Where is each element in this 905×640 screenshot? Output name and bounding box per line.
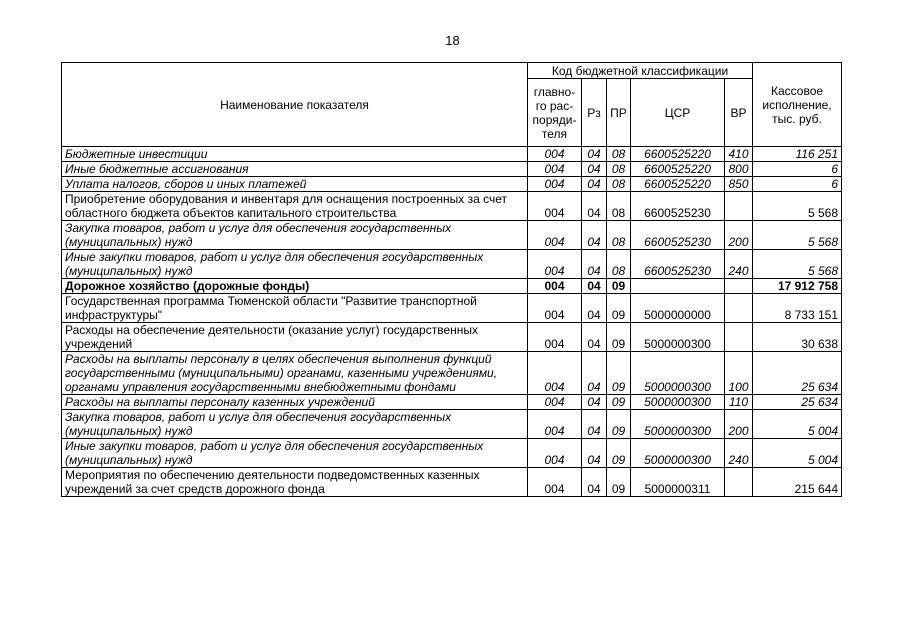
cell-rz: 04 [582,279,607,294]
cell-glav: 004 [528,177,582,192]
table-header [62,63,842,147]
cell-csr: 5000000300 [631,323,725,352]
cell-rz: 04 [582,250,607,279]
cell-amount: 5 004 [753,439,842,468]
cell-glav: 004 [528,294,582,323]
table-row [62,177,842,192]
table-row [62,410,842,439]
cell-name: Мероприятия по обеспечению деятельности подведомственных казенных учреждений за счет средств дорожного фонда [62,468,528,497]
cell-csr: 5000000300 [631,352,725,395]
cell-amount: 116 251 [753,147,842,162]
cell-rz: 04 [582,352,607,395]
cell-rz: 04 [582,439,607,468]
cell-glav: 004 [528,395,582,410]
cell-amount: 30 638 [753,323,842,352]
table-row [62,221,842,250]
cell-glav: 004 [528,410,582,439]
cell-vr [725,279,753,294]
cell-name: Иные закупки товаров, работ и услуг для обеспечения государственных (муниципальных) нужд [62,250,528,279]
cell-csr: 6600525230 [631,250,725,279]
cell-pr: 09 [607,323,631,352]
cell-name: Государственная программа Тюменской области "Развитие транспортной инфраструктуры" [62,294,528,323]
cell-vr: 240 [725,439,753,468]
cell-glav: 004 [528,221,582,250]
cell-name: Дорожное хозяйство (дорожные фонды) [62,279,528,294]
cell-vr [725,192,753,221]
cell-csr: 6600525220 [631,147,725,162]
cell-name: Иные закупки товаров, работ и услуг для обеспечения государственных (муниципальных) нужд [62,439,528,468]
cell-pr: 09 [607,352,631,395]
cell-rz: 04 [582,468,607,497]
cell-amount: 5 568 [753,221,842,250]
cell-vr [725,323,753,352]
cell-amount: 8 733 151 [753,294,842,323]
cell-csr: 5000000311 [631,468,725,497]
cell-glav: 004 [528,352,582,395]
cell-vr: 200 [725,410,753,439]
cell-pr: 09 [607,439,631,468]
table-row [62,468,842,497]
cell-glav: 004 [528,192,582,221]
cell-name: Закупка товаров, работ и услуг для обеспечения государственных (муниципальных) нужд [62,221,528,250]
cell-pr: 09 [607,395,631,410]
cell-glav: 004 [528,147,582,162]
cell-name: Расходы на выплаты персоналу казенных учреждений [62,395,528,410]
cell-csr: 5000000000 [631,294,725,323]
cell-rz: 04 [582,395,607,410]
header-glav: главно-го рас-поряди-теля [528,79,582,147]
cell-amount: 215 644 [753,468,842,497]
cell-glav: 004 [528,468,582,497]
cell-amount: 25 634 [753,352,842,395]
cell-glav: 004 [528,279,582,294]
cell-vr: 410 [725,147,753,162]
cell-csr: 6600525230 [631,192,725,221]
cell-rz: 04 [582,177,607,192]
cell-csr [631,279,725,294]
cell-pr: 08 [607,162,631,177]
cell-amount: 5 568 [753,192,842,221]
cell-pr: 08 [607,221,631,250]
cell-csr: 5000000300 [631,439,725,468]
cell-rz: 04 [582,147,607,162]
cell-name: Иные бюджетные ассигнования [62,162,528,177]
cell-pr: 09 [607,279,631,294]
cell-vr: 100 [725,352,753,395]
header-name: Наименование показателя [62,63,528,147]
header-pr: ПР [607,79,631,147]
cell-pr: 08 [607,250,631,279]
cell-pr: 09 [607,410,631,439]
cell-rz: 04 [582,162,607,177]
budget-table [61,62,842,497]
cell-amount: 25 634 [753,395,842,410]
cell-vr [725,294,753,323]
cell-name: Закупка товаров, работ и услуг для обеспечения государственных (муниципальных) нужд [62,410,528,439]
cell-name: Расходы на выплаты персоналу в целях обеспечения выполнения функций государственными (муниципальными) органами, казенными учреждениями, органами управления государственными внебюджетными фондами [62,352,528,395]
cell-glav: 004 [528,323,582,352]
cell-pr: 09 [607,294,631,323]
cell-name: Расходы на обеспечение деятельности (оказание услуг) государственных учреждений [62,323,528,352]
cell-amount: 5 568 [753,250,842,279]
header-amount: Кассовое исполнение, тыс. руб. [753,63,842,147]
cell-amount: 6 [753,162,842,177]
cell-rz: 04 [582,221,607,250]
cell-pr: 08 [607,177,631,192]
header-vr: ВР [725,79,753,147]
cell-name: Уплата налогов, сборов и иных платежей [62,177,528,192]
cell-pr: 09 [607,468,631,497]
page-number: 18 [445,33,460,48]
cell-vr: 200 [725,221,753,250]
cell-glav: 004 [528,162,582,177]
header-csr: ЦСР [631,79,725,147]
cell-rz: 04 [582,192,607,221]
cell-csr: 5000000300 [631,410,725,439]
cell-vr: 800 [725,162,753,177]
header-code-group: Код бюджетной классификации [528,63,753,79]
cell-amount: 5 004 [753,410,842,439]
cell-amount: 17 912 758 [753,279,842,294]
cell-vr: 850 [725,177,753,192]
cell-amount: 6 [753,177,842,192]
cell-glav: 004 [528,439,582,468]
table-row [62,192,842,221]
table-row [62,395,842,410]
table-row [62,147,842,162]
cell-pr: 08 [607,147,631,162]
cell-vr: 240 [725,250,753,279]
cell-rz: 04 [582,294,607,323]
cell-glav: 004 [528,250,582,279]
cell-csr: 6600525230 [631,221,725,250]
cell-rz: 04 [582,323,607,352]
table-row [62,279,842,294]
table-row [62,352,842,395]
table-row [62,323,842,352]
table-body [62,147,842,497]
cell-vr: 110 [725,395,753,410]
cell-csr: 6600525220 [631,177,725,192]
table-row [62,439,842,468]
table-row [62,162,842,177]
cell-name: Приобретение оборудования и инвентаря для оснащения построенных за счет областного бюджета объектов капитального строительства [62,192,528,221]
cell-vr [725,468,753,497]
table-row [62,250,842,279]
cell-name: Бюджетные инвестиции [62,147,528,162]
cell-csr: 5000000300 [631,395,725,410]
cell-rz: 04 [582,410,607,439]
table-row [62,294,842,323]
cell-csr: 6600525220 [631,162,725,177]
header-rz: Рз [582,79,607,147]
cell-pr: 08 [607,192,631,221]
